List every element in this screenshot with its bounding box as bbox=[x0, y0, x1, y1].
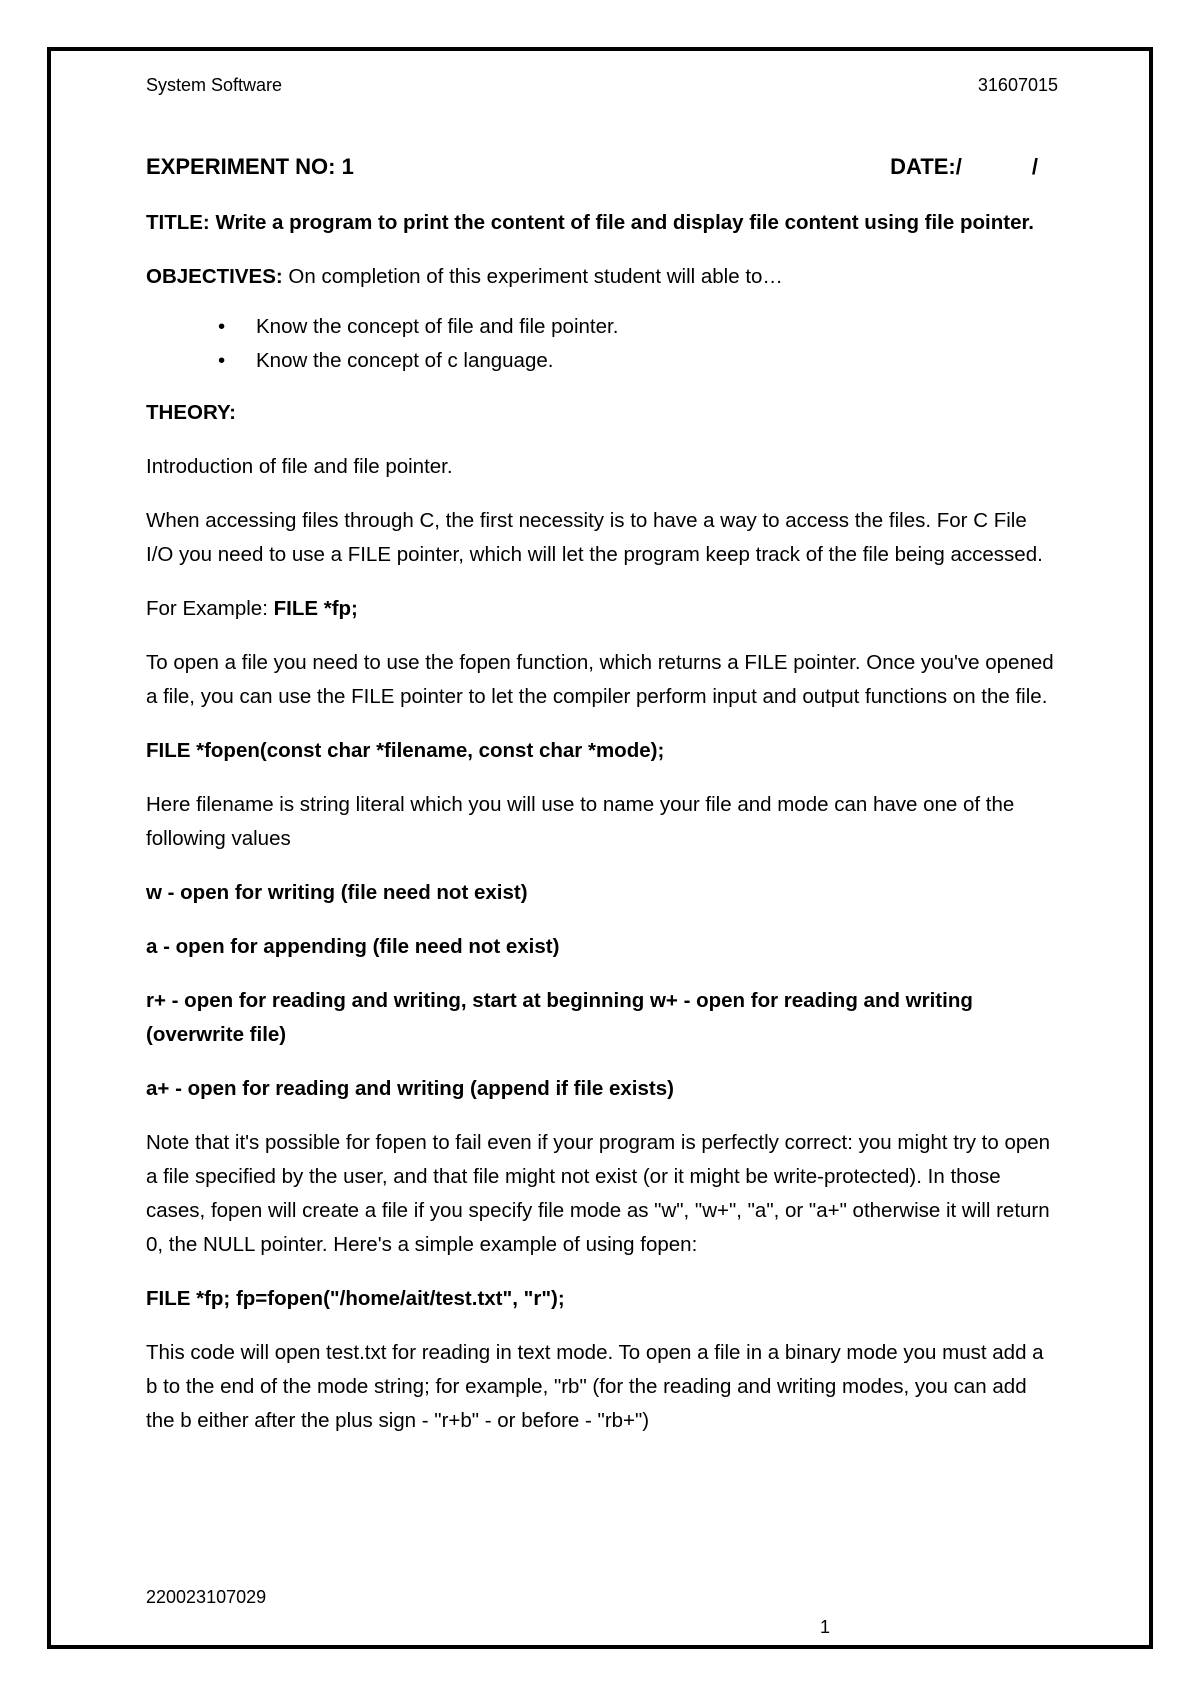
list-item: • Know the concept of c language. bbox=[146, 344, 1058, 378]
example-label: For Example: bbox=[146, 597, 268, 620]
theory-paragraph-5: This code will open test.txt for reading in text mode. To open a file in a binary mode you must add a b to the end of the mode string; for example, "rb" (for the reading and writing modes, you can add the b either after the plus sign - "r+b" - or before - "rb+") bbox=[146, 1341, 1044, 1432]
theory-paragraph-4: Note that it's possible for fopen to fail even if your program is perfectly correct: you might try to open a file specified by the user, and that file might not exist (or it might be write-protected). In those cases, fopen will create a file if you specify file mode as "w", "w+", "a", or "a+" otherwise it will return 0, the NULL pointer. Here's a simple example of using fopen: bbox=[146, 1131, 1051, 1256]
theory-paragraph-3: Here filename is string literal which you will use to name your file and mode can have one of the following values bbox=[146, 793, 1015, 850]
objectives-paragraph bbox=[146, 260, 1058, 294]
header-course-code: 31607015 bbox=[977, 75, 1058, 95]
mode-r-plus: r+ - open for reading and writing, start at beginning w+ - open for reading and writing (overwrite file) bbox=[146, 989, 973, 1046]
objectives-label: OBJECTIVES: bbox=[146, 265, 283, 288]
experiment-line bbox=[146, 150, 1058, 184]
list-item: • Know the concept of file and file pointer. bbox=[146, 310, 1058, 344]
footer-enrollment-id: 220023107029 bbox=[146, 1587, 267, 1607]
mode-w: w - open for writing (file need not exist) bbox=[146, 881, 528, 904]
example-code: FILE *fp; bbox=[273, 597, 358, 620]
title-label: TITLE: bbox=[146, 211, 210, 234]
theory-paragraph-1: When accessing files through C, the first necessity is to have a way to access the files. For C File I/O you need to use a FILE pointer, which will let the program keep track of the file being accessed. bbox=[146, 509, 1043, 566]
page-number: 1 bbox=[820, 1617, 831, 1637]
code-example: FILE *fp; fp=fopen("/home/ait/test.txt", "r"); bbox=[146, 1287, 565, 1310]
theory-intro: Introduction of file and file pointer. bbox=[146, 455, 453, 478]
bullet-icon: • bbox=[218, 349, 226, 372]
title-text: Write a program to print the content of file and display file content using file pointer. bbox=[215, 211, 1035, 234]
date-field: DATE:/ / bbox=[890, 154, 1038, 179]
theory-paragraph-2: To open a file you need to use the fopen function, which returns a FILE pointer. Once you've opened a file, you can use the FILE pointer to let the compiler perform input and output functions on the file. bbox=[146, 651, 1054, 708]
document-body bbox=[146, 150, 1058, 1458]
bullet-icon: • bbox=[218, 315, 226, 338]
experiment-number: EXPERIMENT NO: 1 bbox=[146, 154, 354, 179]
objectives-intro: On completion of this experiment student will able to… bbox=[288, 265, 783, 288]
header-course-name: System Software bbox=[146, 75, 283, 95]
theory-heading: THEORY: bbox=[146, 401, 236, 424]
example-paragraph bbox=[146, 592, 1058, 626]
fopen-signature: FILE *fopen(const char *filename, const char *mode); bbox=[146, 739, 665, 762]
mode-a: a - open for appending (file need not exist) bbox=[146, 935, 560, 958]
objectives-list bbox=[146, 310, 1058, 378]
mode-a-plus: a+ - open for reading and writing (append if file exists) bbox=[146, 1077, 674, 1100]
title-paragraph bbox=[146, 206, 1058, 240]
